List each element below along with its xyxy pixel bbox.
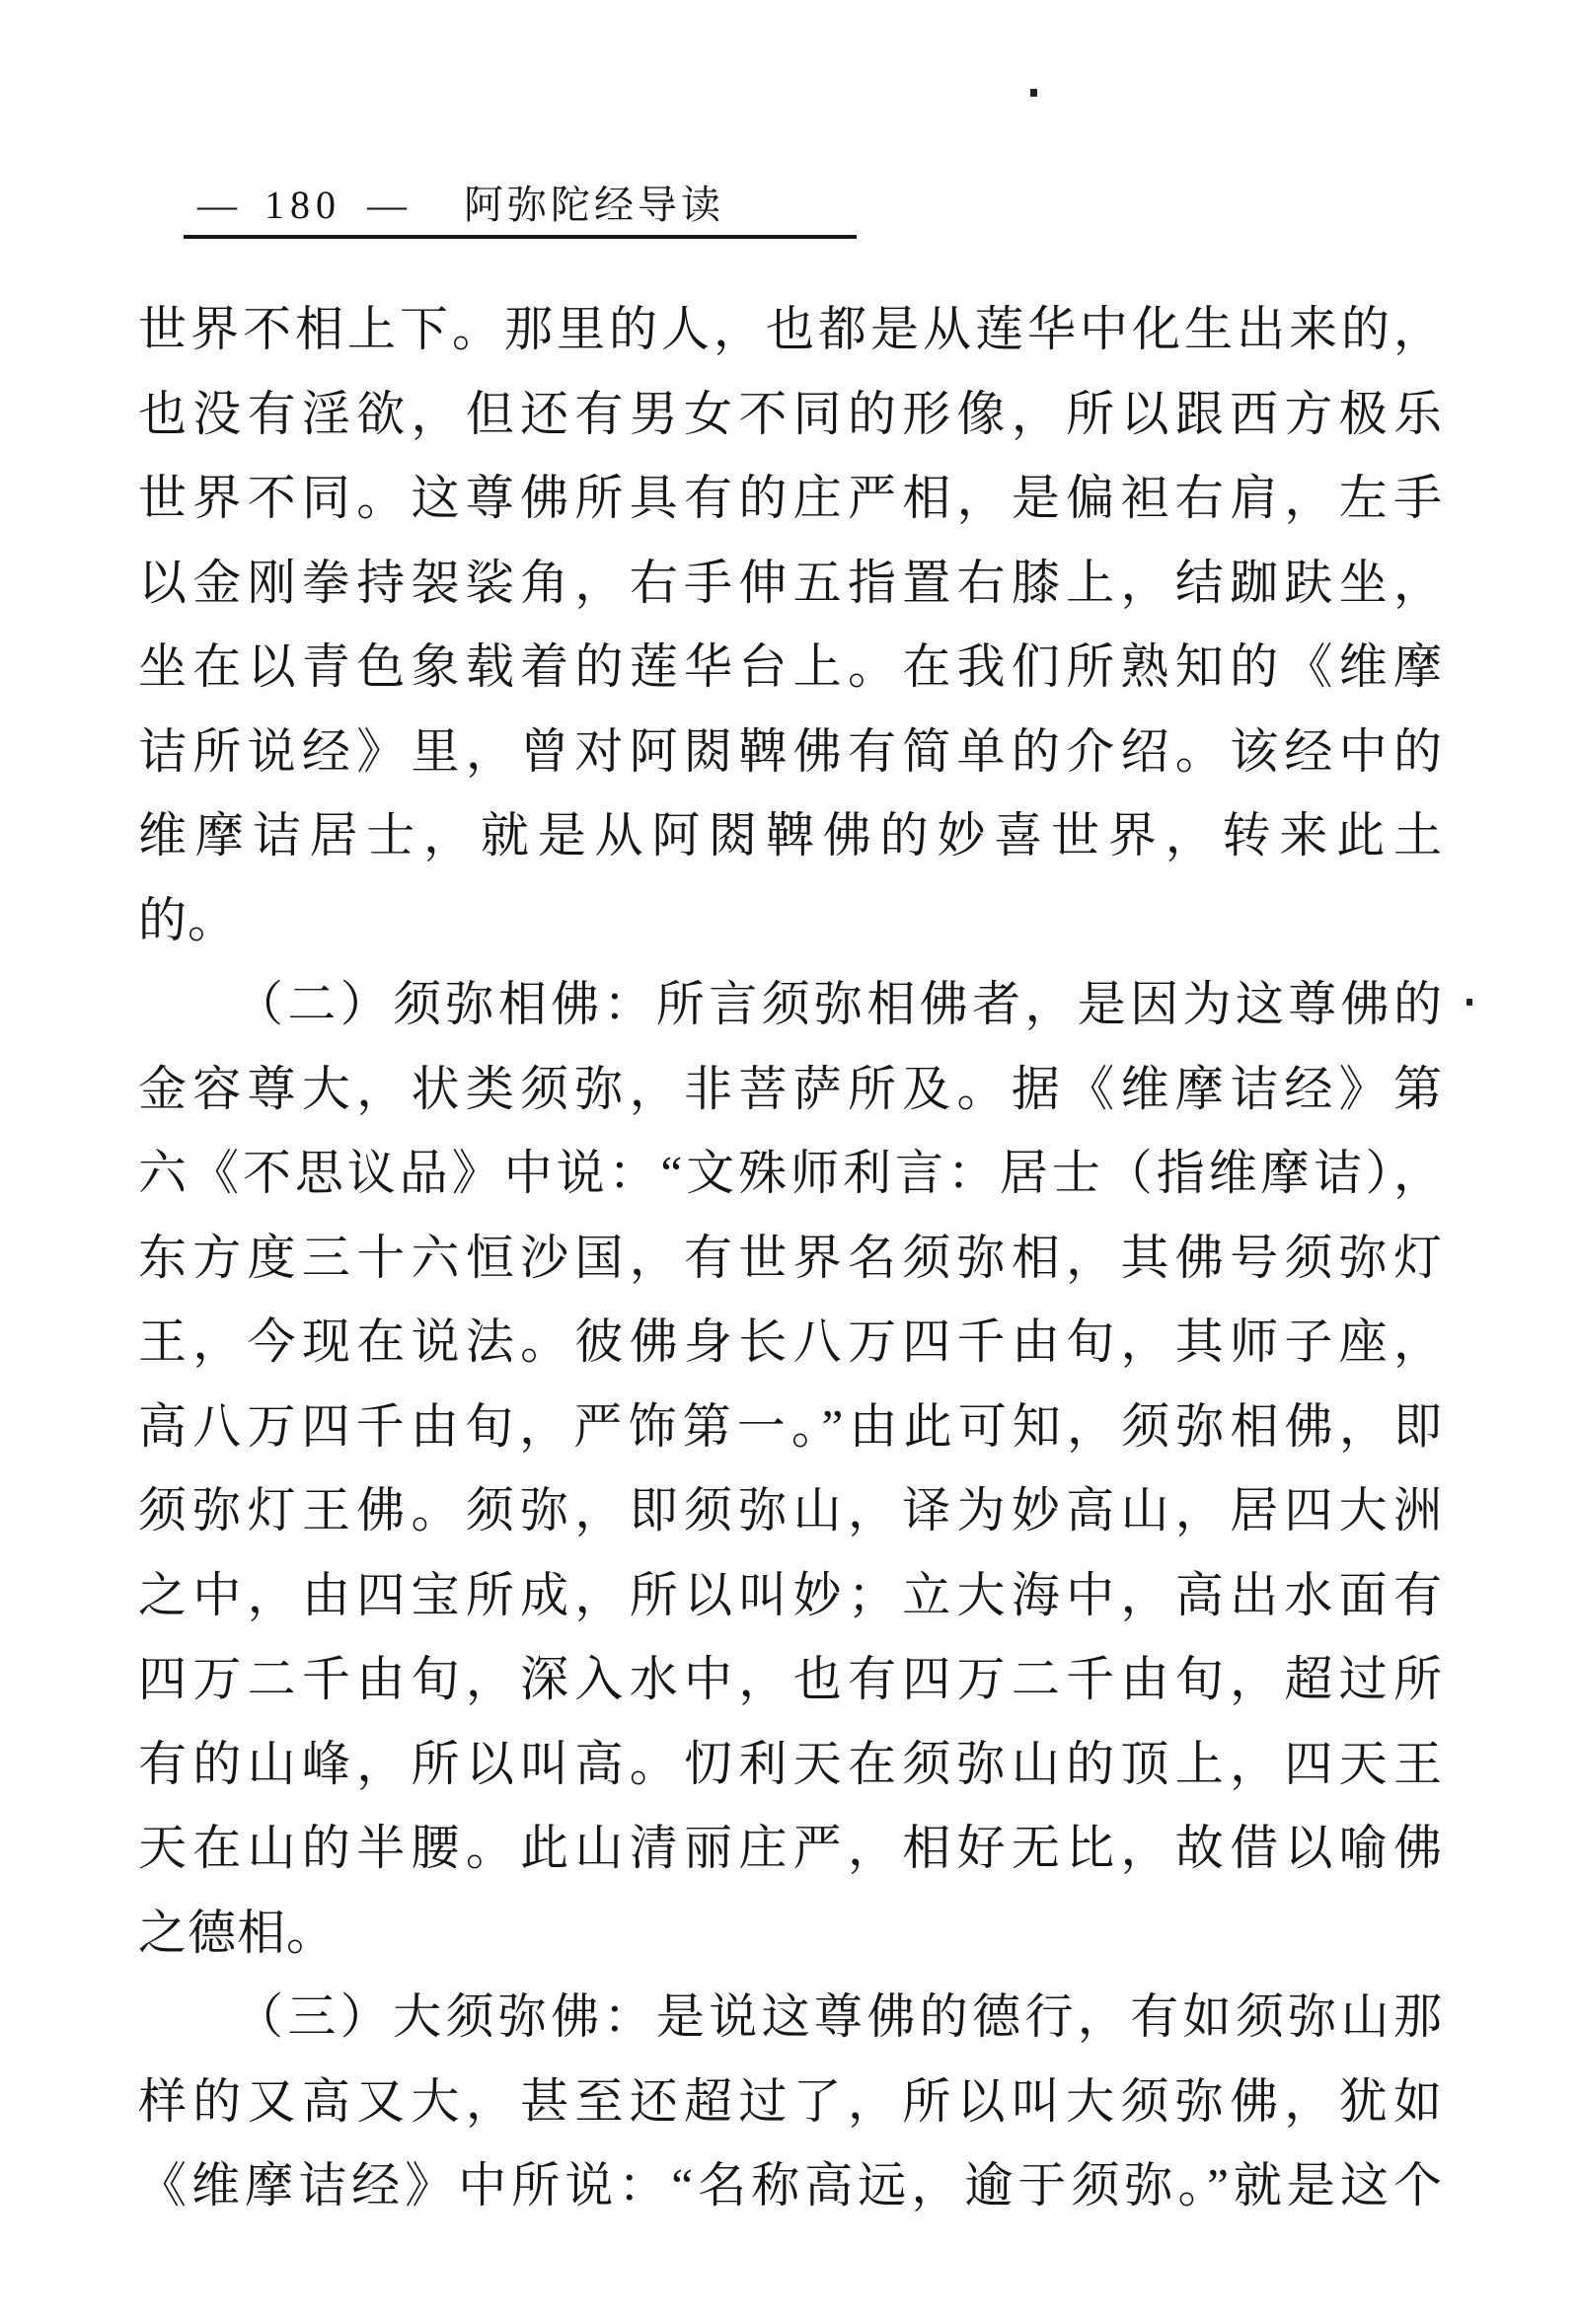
page-body — [138, 287, 1443, 2228]
text-line: 四万二千由旬，深入水中，也有四万二千由旬，超过所 — [138, 1652, 1443, 1706]
page-number: 180 — [264, 183, 341, 227]
text-line: 坐在以青色象载着的莲华台上。在我们所熟知的《维摩 — [138, 639, 1443, 694]
text-line: 高八万四千由旬，严饰第一。”由此可知，须弥相佛，即 — [138, 1398, 1443, 1454]
scan-speck — [1030, 89, 1037, 97]
text-line: 六《不思议品》中说：“文殊师利言：居士（指维摩诘）， — [138, 1146, 1443, 1200]
text-line: 金容尊大，状类须弥，非菩萨所及。据《维摩诘经》第 — [138, 1061, 1443, 1116]
text-line: 天在山的半腰。此山清丽庄严，相好无比，故借以喻佛 — [138, 1821, 1443, 1875]
text-line: 东方度三十六恒沙国，有世界名须弥相，其佛号须弥灯 — [138, 1230, 1443, 1285]
text-line: 王，今现在说法。彼佛身长八万四千由旬，其师子座， — [138, 1314, 1443, 1369]
header-dash-right: — — [367, 183, 409, 227]
text-line: 样的又高又大，甚至还超过了，所以叫大须弥佛，犹如 — [138, 2073, 1443, 2129]
text-line: 须弥灯王佛。须弥，即须弥山，译为妙高山，居四大洲 — [138, 1483, 1443, 1537]
text-line: 维摩诘居士，就是从阿閦鞞佛的妙喜世界，转来此土 — [138, 808, 1443, 862]
text-line: （二）须弥相佛：所言须弥相佛者，是因为这尊佛的 — [235, 977, 1443, 1031]
text-line: 《维摩诘经》中所说：“名称高远，逾于须弥。”就是这个 — [138, 2158, 1443, 2212]
page-header — [184, 184, 857, 239]
text-line: 世界不同。这尊佛所具有的庄严相，是偏袒右肩，左手 — [138, 471, 1443, 525]
text-line: 也没有淫欲，但还有男女不同的形像，所以跟西方极乐 — [138, 386, 1443, 441]
text-line: 之德相。 — [138, 1905, 337, 1960]
text-line: 有的山峰，所以叫高。忉利天在须弥山的顶上，四天王 — [138, 1736, 1443, 1791]
text-line: 的。 — [138, 892, 238, 947]
text-line: 以金刚拳持袈裟角，右手伸五指置右膝上，结跏趺坐， — [138, 555, 1443, 610]
text-line: 世界不相上下。那里的人，也都是从莲华中化生出来的， — [138, 302, 1443, 356]
book-title: 阿弥陀经导读 — [464, 183, 724, 227]
text-line: 之中，由四宝所成，所以叫妙；立大海中，高出水面有 — [138, 1567, 1443, 1622]
header-dash-left: — — [197, 183, 239, 227]
text-line: 诘所说经》里，曾对阿閦鞞佛有简单的介绍。该经中的 — [138, 723, 1443, 779]
text-line: （三）大须弥佛：是说这尊佛的德行，有如须弥山那 — [235, 1989, 1443, 2044]
scan-speck — [1466, 999, 1472, 1006]
